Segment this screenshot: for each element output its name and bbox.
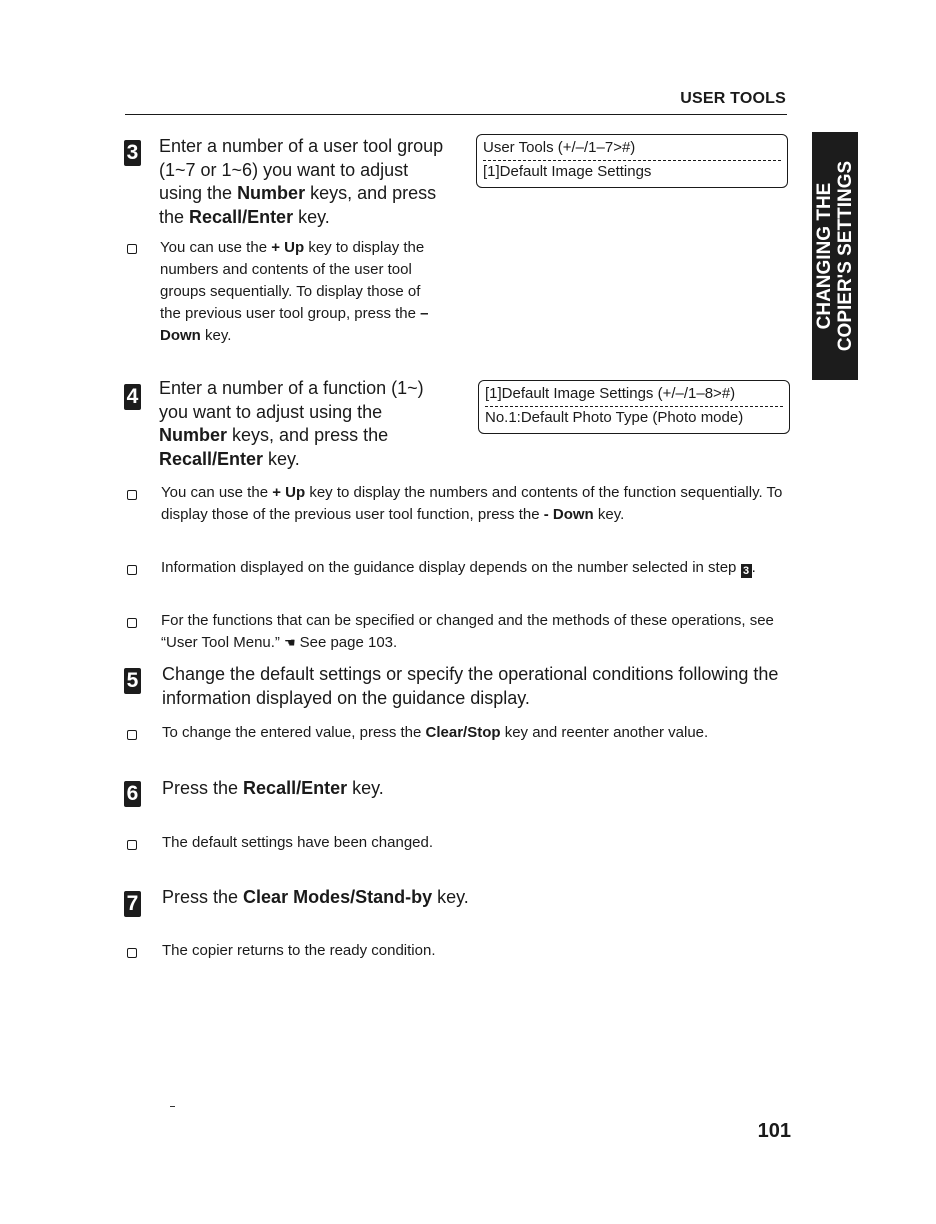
step-4-instruction: Enter a number of a function (1~) you want to adjust using the Number keys, and press the Recall/Enter key. bbox=[159, 378, 424, 469]
note-bullet-icon bbox=[127, 490, 137, 500]
step-4-number: 4 bbox=[124, 384, 141, 410]
side-tab-line-1: CHANGING THE bbox=[814, 182, 835, 330]
step-7-instruction: Press the Clear Modes/Stand-by key. bbox=[162, 887, 469, 907]
note-bullet-icon bbox=[127, 948, 137, 958]
note-bullet-icon bbox=[127, 244, 137, 254]
step-5-instruction: Change the default settings or specify the operational conditions following the information displayed on the guidance display. bbox=[162, 664, 779, 708]
side-tab-line-2: COPIER'S SETTINGS bbox=[835, 160, 856, 352]
step-3-note-1: You can use the + Up key to display the numbers and contents of the user tool groups sequentially. To display those of the previous user tool group, press the – Down key. bbox=[160, 239, 429, 344]
lcd-line-2: [1]Default Image Settings bbox=[483, 163, 652, 180]
lcd-separator bbox=[485, 406, 783, 407]
step-6-note-1: The default settings have been changed. bbox=[162, 834, 434, 851]
step-7-note-1: The copier returns to the ready condition. bbox=[162, 942, 436, 959]
header-rule bbox=[125, 114, 787, 115]
step-4-note-2: Information displayed on the guidance display depends on the number selected in step 3 . bbox=[161, 559, 756, 577]
step-4-note-1: You can use the + Up key to display the numbers and contents of the function sequentially. To display those of the previous user tool function, press the - Down key. bbox=[161, 484, 783, 523]
note-bullet-icon bbox=[127, 565, 137, 575]
step-4-guidance-display bbox=[478, 380, 790, 434]
step-6-number: 6 bbox=[124, 781, 141, 807]
step-reference-icon: 3 bbox=[741, 564, 752, 578]
step-5-number: 5 bbox=[124, 668, 141, 694]
note-bullet-icon bbox=[127, 730, 137, 740]
note-bullet-icon bbox=[127, 618, 137, 628]
lcd-line-2: No.1:Default Photo Type (Photo mode) bbox=[485, 409, 744, 426]
step-3-guidance-display bbox=[476, 134, 788, 188]
step-7-number: 7 bbox=[124, 891, 141, 917]
note-bullet-icon bbox=[127, 840, 137, 850]
pointing-hand-icon: ☚ bbox=[283, 635, 296, 650]
step-5-note-1: To change the entered value, press the Clear/Stop key and reenter another value. bbox=[162, 724, 709, 741]
step-3-instruction: Enter a number of a user tool group (1~7 or 1~6) you want to adjust using the Number keys, and press the Recall/Enter key. bbox=[159, 136, 444, 227]
lcd-line-1: User Tools (+/–/1–7>#) bbox=[483, 139, 636, 156]
running-header: USER TOOLS bbox=[680, 90, 786, 107]
side-tab-text bbox=[814, 161, 856, 351]
lcd-separator bbox=[483, 160, 781, 161]
stray-mark bbox=[170, 1106, 175, 1107]
lcd-line-1: [1]Default Image Settings (+/–/1–8>#) bbox=[485, 385, 736, 402]
step-4-note-3: For the functions that can be specified or changed and the methods of these operations, see “User Tool Menu.” ☚ See page 103. bbox=[161, 610, 791, 654]
step-3-number: 3 bbox=[124, 140, 141, 166]
chapter-side-tab bbox=[812, 132, 858, 380]
step-6-instruction: Press the Recall/Enter key. bbox=[162, 778, 384, 798]
page-number: 101 bbox=[757, 1120, 791, 1142]
